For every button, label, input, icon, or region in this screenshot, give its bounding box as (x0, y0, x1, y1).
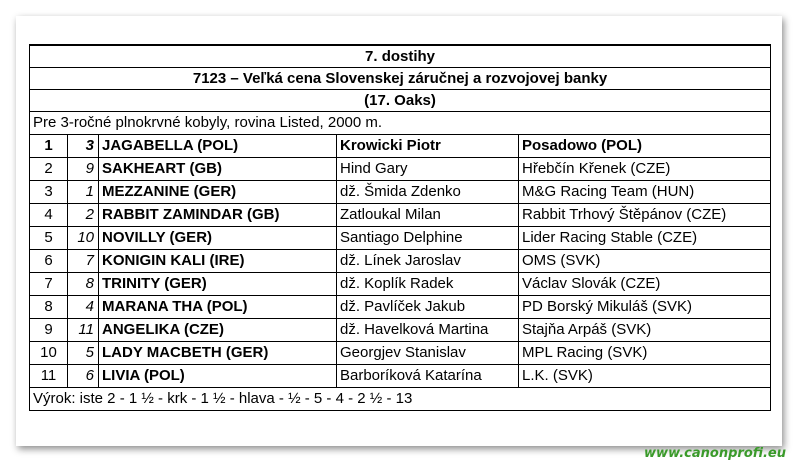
result-row (30, 158, 771, 181)
jockey-name: Krowicki Piotr (337, 135, 519, 158)
start-number: 11 (68, 319, 99, 342)
start-number: 3 (68, 135, 99, 158)
result-row (30, 296, 771, 319)
race-subtitle: (17. Oaks) (30, 90, 771, 112)
conditions-row (30, 112, 771, 135)
result-row (30, 227, 771, 250)
horse-name: LIVIA (POL) (99, 365, 337, 388)
jockey-name: dž. Koplík Radek (337, 273, 519, 296)
race-conditions: Pre 3-ročné plnokrvné kobyly, rovina Listed, 2000 m. (30, 112, 771, 135)
finish-position: 2 (30, 158, 68, 181)
start-number: 9 (68, 158, 99, 181)
jockey-name: dž. Línek Jaroslav (337, 250, 519, 273)
owner-name: Rabbit Trhový Štěpánov (CZE) (519, 204, 771, 227)
owner-name: Posadowo (POL) (519, 135, 771, 158)
jockey-name: dž. Šmida Zdenko (337, 181, 519, 204)
jockey-name: Santiago Delphine (337, 227, 519, 250)
finish-margins: Výrok: iste 2 - 1 ½ - krk - 1 ½ - hlava - ½ - 5 - 4 - 2 ½ - 13 (30, 388, 771, 411)
start-number: 5 (68, 342, 99, 365)
horse-name: RABBIT ZAMINDAR (GB) (99, 204, 337, 227)
finish-position: 1 (30, 135, 68, 158)
finish-position: 3 (30, 181, 68, 204)
jockey-name: dž. Havelková Martina (337, 319, 519, 342)
owner-name: PD Borský Mikuláš (SVK) (519, 296, 771, 319)
owner-name: L.K. (SVK) (519, 365, 771, 388)
finish-position: 5 (30, 227, 68, 250)
jockey-name: Hind Gary (337, 158, 519, 181)
margins-row (30, 388, 771, 411)
jockey-name: Zatloukal Milan (337, 204, 519, 227)
horse-name: LADY MACBETH (GER) (99, 342, 337, 365)
result-row (30, 204, 771, 227)
owner-name: Hřebčín Křenek (CZE) (519, 158, 771, 181)
jockey-name: Georgjev Stanislav (337, 342, 519, 365)
horse-name: MARANA THA (POL) (99, 296, 337, 319)
horse-name: ANGELIKA (CZE) (99, 319, 337, 342)
start-number: 8 (68, 273, 99, 296)
horse-name: MEZZANINE (GER) (99, 181, 337, 204)
finish-position: 10 (30, 342, 68, 365)
horse-name: TRINITY (GER) (99, 273, 337, 296)
result-row (30, 250, 771, 273)
race-name: 7123 – Veľká cena Slovenskej záručnej a rozvojovej banky (30, 68, 771, 90)
start-number: 4 (68, 296, 99, 319)
race-name-row (30, 68, 771, 90)
horse-name: NOVILLY (GER) (99, 227, 337, 250)
result-row (30, 181, 771, 204)
race-number: 7. dostihy (30, 45, 771, 68)
start-number: 6 (68, 365, 99, 388)
result-row (30, 342, 771, 365)
finish-position: 9 (30, 319, 68, 342)
owner-name: Stajňa Arpáš (SVK) (519, 319, 771, 342)
jockey-name: dž. Pavlíček Jakub (337, 296, 519, 319)
jockey-name: Barboríková Katarína (337, 365, 519, 388)
result-row (30, 273, 771, 296)
finish-position: 7 (30, 273, 68, 296)
owner-name: Václav Slovák (CZE) (519, 273, 771, 296)
finish-position: 11 (30, 365, 68, 388)
result-row (30, 319, 771, 342)
owner-name: Lider Racing Stable (CZE) (519, 227, 771, 250)
finish-position: 8 (30, 296, 68, 319)
start-number: 2 (68, 204, 99, 227)
start-number: 10 (68, 227, 99, 250)
owner-name: OMS (SVK) (519, 250, 771, 273)
result-row (30, 135, 771, 158)
horse-name: JAGABELLA (POL) (99, 135, 337, 158)
horse-name: SAKHEART (GB) (99, 158, 337, 181)
owner-name: MPL Racing (SVK) (519, 342, 771, 365)
race-results-table (29, 44, 771, 411)
race-number-row (30, 45, 771, 68)
race-subtitle-row (30, 90, 771, 112)
result-row (30, 365, 771, 388)
finish-position: 4 (30, 204, 68, 227)
horse-name: KONIGIN KALI (IRE) (99, 250, 337, 273)
start-number: 1 (68, 181, 99, 204)
owner-name: M&G Racing Team (HUN) (519, 181, 771, 204)
start-number: 7 (68, 250, 99, 273)
finish-position: 6 (30, 250, 68, 273)
website-credit: www.canonprofi.eu (644, 446, 786, 461)
